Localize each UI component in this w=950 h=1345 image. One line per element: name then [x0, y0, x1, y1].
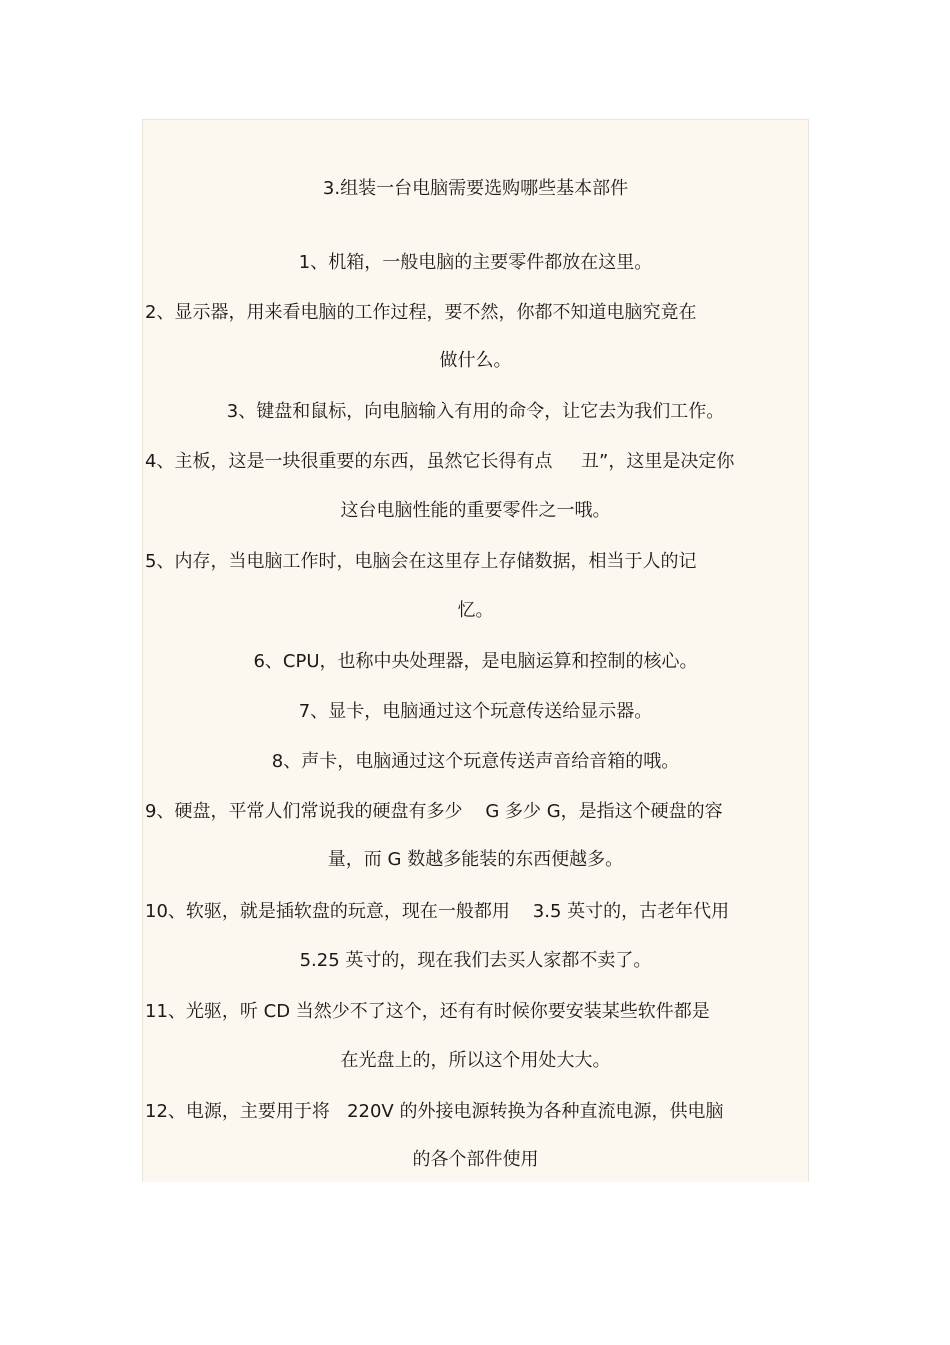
list-item-line: 12、电源，主要用于将 220V 的外接电源转换为各种直流电源，供电脑 — [145, 1101, 724, 1122]
list-item-line: 8、声卡，电脑通过这个玩意传送声音给音箱的哦。 — [271, 751, 680, 772]
list-item-line: 量，而 G 数越多能装的东西便越多。 — [327, 849, 624, 870]
list-item-line: 2、显示器，用来看电脑的工作过程，要不然，你都不知道电脑究竟在 — [145, 302, 697, 323]
list-item-line: 9、硬盘，平常人们常说我的硬盘有多少 G 多少 G，是指这个硬盘的容 — [145, 801, 723, 822]
list-item-line: 3、键盘和鼠标，向电脑输入有用的命令，让它去为我们工作。 — [226, 401, 725, 422]
list-item-line: 6、CPU，也称中央处理器，是电脑运算和控制的核心。 — [253, 651, 698, 672]
document-page — [142, 119, 809, 1182]
list-item-line: 在光盘上的，所以这个用处大大。 — [340, 1050, 611, 1071]
list-item-line: 4、主板，这是一块很重要的东西，虽然它长得有点 丑”，这里是决定你 — [145, 451, 735, 472]
list-item-line: 10、软驱，就是插软盘的玩意，现在一般都用 3.5 英寸的，古老年代用 — [145, 901, 730, 922]
list-item-line: 5.25 英寸的，现在我们去买人家都不卖了。 — [299, 950, 652, 971]
list-item-line: 的各个部件使用 — [412, 1149, 539, 1170]
list-item-line: 忆。 — [457, 600, 494, 621]
list-item-line: 1、机箱，一般电脑的主要零件都放在这里。 — [298, 252, 653, 273]
list-item-line: 这台电脑性能的重要零件之一哦。 — [340, 500, 611, 521]
list-item-line: 做什么。 — [439, 350, 512, 371]
list-item-line: 11、光驱，听 CD 当然少不了这个，还有有时候你要安装某些软件都是 — [145, 1001, 710, 1022]
list-item-line: 5、内存，当电脑工作时，电脑会在这里存上存储数据，相当于人的记 — [145, 551, 697, 572]
list-item-line: 7、显卡，电脑通过这个玩意传送给显示器。 — [298, 701, 653, 722]
page-title: 3.组装一台电脑需要选购哪些基本部件 — [322, 178, 629, 199]
